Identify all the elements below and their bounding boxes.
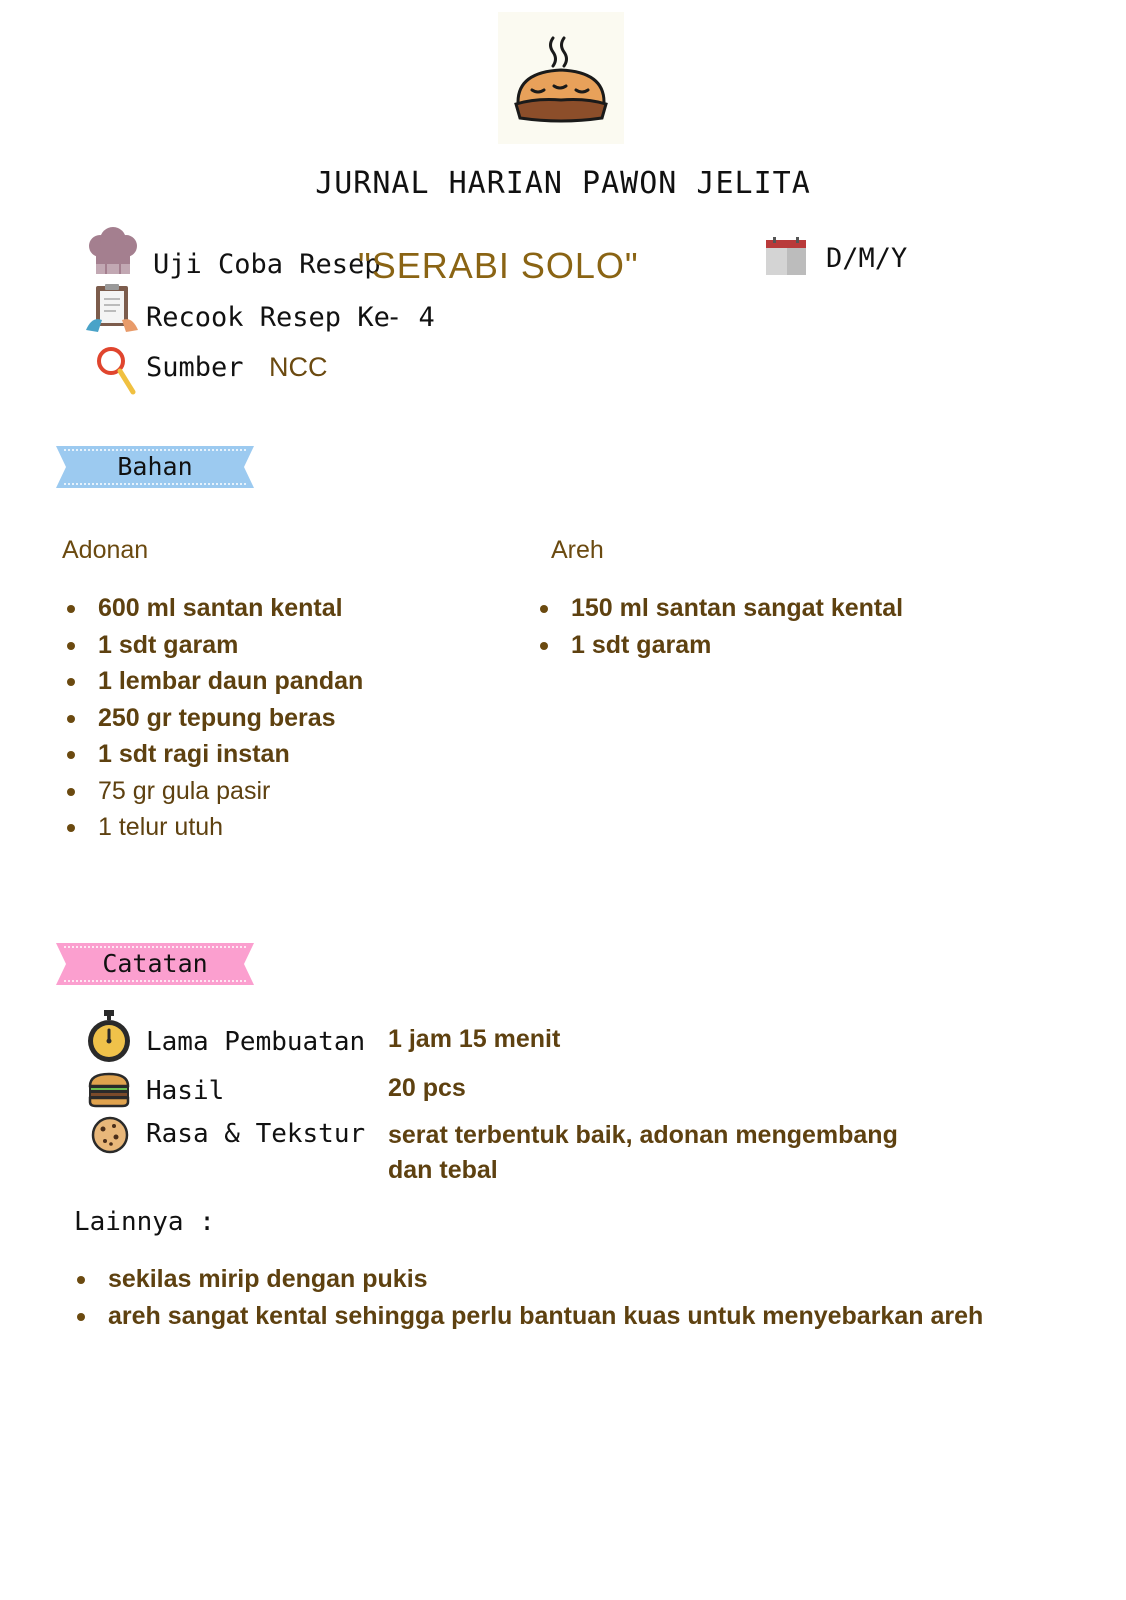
- calendar-icon: [765, 236, 807, 280]
- list-item: 600 ml santan kental: [62, 590, 502, 627]
- steaming-pie-icon: [498, 12, 624, 144]
- taste-label: Rasa & Tekstur: [146, 1119, 366, 1149]
- others-list: [72, 1261, 1112, 1334]
- duration-value: 1 jam 15 menit: [388, 1025, 561, 1053]
- list-item: 250 gr tepung beras: [62, 700, 502, 737]
- logo: [498, 12, 624, 144]
- list-item: 75 gr gula pasir: [62, 773, 502, 810]
- burger-icon: [88, 1072, 130, 1112]
- list-item: 1 sdt ragi instan: [62, 736, 502, 773]
- cookie-icon: [90, 1115, 130, 1159]
- adonan-heading: Adonan: [62, 536, 149, 564]
- ribbon-catatan-label: Catatan: [102, 949, 208, 978]
- ribbon-catatan: [56, 943, 254, 985]
- ribbon-bahan-label: Bahan: [117, 452, 193, 481]
- magnifier-icon: [96, 346, 138, 400]
- yield-value: 20 pcs: [388, 1074, 466, 1102]
- source-value: NCC: [269, 352, 328, 382]
- recook-value: - 4: [386, 302, 435, 333]
- ribbon-bahan: [56, 446, 254, 488]
- list-item: 1 sdt garam: [62, 627, 502, 664]
- recook-label: Recook Resep Ke: [146, 302, 390, 333]
- chef-hat-icon: [86, 226, 140, 280]
- page-title: JURNAL HARIAN PAWON JELITA: [315, 166, 811, 201]
- list-item: 1 telur utuh: [62, 809, 502, 846]
- taste-value: serat terbentuk baik, adonan mengembang dan tebal: [388, 1121, 898, 1184]
- yield-label: Hasil: [146, 1076, 225, 1106]
- areh-list: [535, 590, 1055, 663]
- trial-recipe-label: Uji Coba Resep: [153, 249, 381, 280]
- adonan-list: [62, 590, 502, 846]
- duration-label: Lama Pembuatan: [146, 1027, 366, 1057]
- source-label: Sumber: [146, 352, 244, 383]
- areh-heading: Areh: [551, 536, 604, 564]
- date-value: D/M/Y: [826, 243, 908, 274]
- others-label: Lainnya :: [74, 1207, 215, 1237]
- list-item: sekilas mirip dengan pukis: [72, 1261, 1112, 1298]
- list-item: 1 sdt garam: [535, 627, 1055, 664]
- list-item: 150 ml santan sangat kental: [535, 590, 1055, 627]
- list-item: areh sangat kental sehingga perlu bantuan kuas untuk menyebarkan areh: [72, 1298, 1112, 1335]
- list-item: 1 lembar daun pandan: [62, 663, 502, 700]
- recipe-name: "SERABI SOLO": [358, 245, 639, 286]
- stopwatch-icon: [86, 1010, 132, 1068]
- clipboard-icon: [86, 282, 138, 338]
